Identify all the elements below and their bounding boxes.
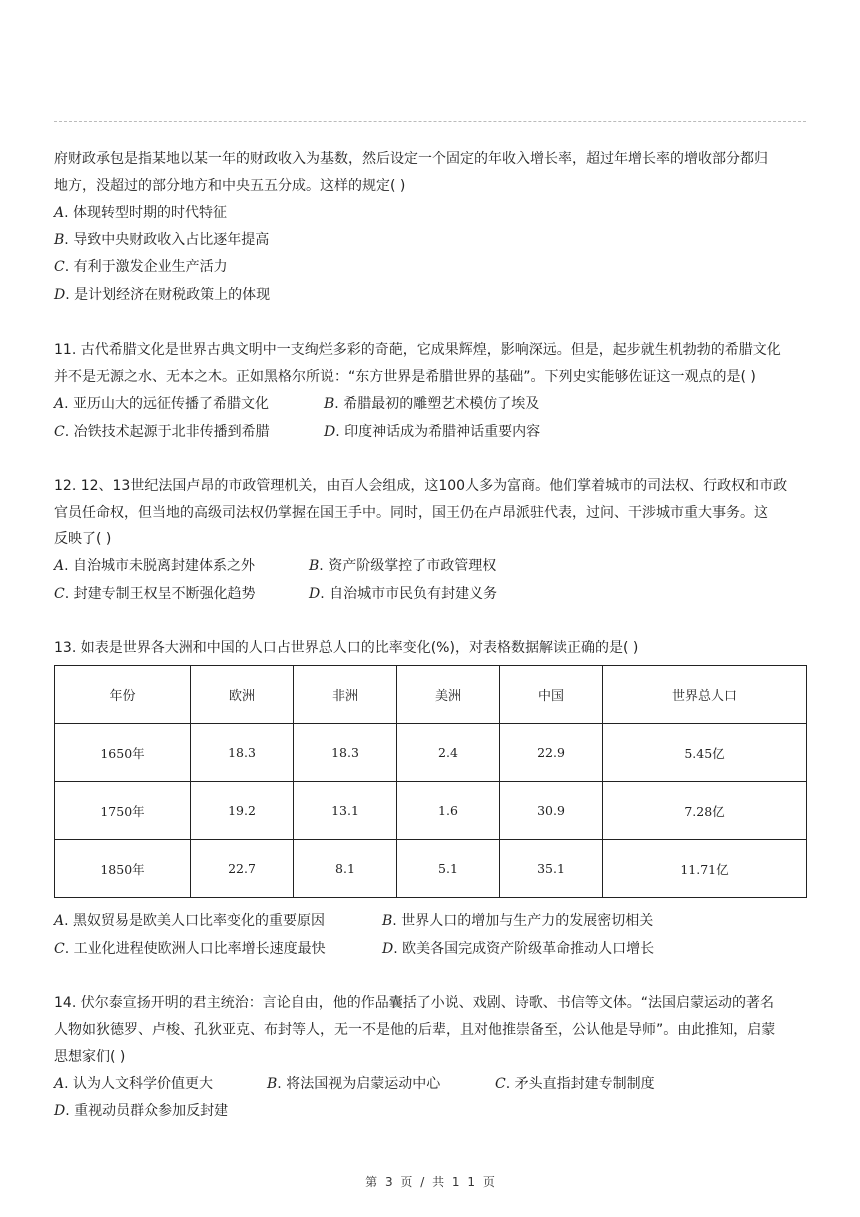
option-text: 重视动员群众参加反封建 [74,1103,229,1119]
option-letter: D [54,1103,66,1119]
q12-option-c[interactable]: C. 封建专制王权呈不断强化趋势 [54,586,256,602]
option-text: 矛头直指封建专制制度 [514,1076,655,1092]
q14-stem-line-1: 14. 伏尔泰宣扬开明的君主统治：言论自由，他的作品囊括了小说、戏剧、诗歌、书信等文体。“法国启蒙运动的著名 [54,995,774,1011]
q11-stem-line-1: 11. 古代希腊文化是世界古典文明中一支绚烂多彩的奇葩，它成果辉煌，影响深远。但是，起步就生机勃勃的希腊文化 [54,342,781,358]
table-row [55,840,807,898]
option-letter: B [382,913,393,929]
q13-option-c[interactable]: C. 工业化进程使欧洲人口比率增长速度最快 [54,941,326,957]
q11-option-b[interactable]: B. 希腊最初的雕塑艺术模仿了埃及 [324,396,540,412]
option-text: 是计划经济在财税政策上的体现 [74,287,271,303]
q12-option-b[interactable]: B. 资产阶级掌控了市政管理权 [309,558,497,574]
option-letter: B [324,396,335,412]
option-letter: C [54,941,65,957]
option-letter: C [495,1076,506,1092]
q10-stem-line-2: 地方，没超过的部分地方和中央五五分成。这样的规定( ) [54,178,406,194]
q12-option-d[interactable]: D. 自治城市市民负有封建义务 [309,586,498,602]
option-text: 印度神话成为希腊神话重要内容 [344,424,541,440]
table-cell: 22.7 [191,840,294,898]
option-text: 自治城市未脱离封建体系之外 [73,558,256,574]
table-cell: 11.71亿 [603,840,807,898]
option-letter: D [54,287,66,303]
table-cell: 13.1 [294,782,397,840]
header-divider [54,121,806,122]
q13-option-d[interactable]: D. 欧美各国完成资产阶级革命推动人口增长 [382,941,655,957]
q10-option-a[interactable]: A. 体现转型时期的时代特征 [54,205,228,221]
option-letter: D [324,424,336,440]
q13-option-a[interactable]: A. 黑奴贸易是欧美人口比率变化的重要原因 [54,913,326,929]
option-letter: D [382,941,394,957]
option-text: 有利于激发企业生产活力 [73,259,228,275]
table-header-cell: 欧洲 [191,666,294,724]
q14-stem-line-2: 人物如狄德罗、卢梭、孔狄亚克、布封等人，无一不是他的后辈，且对他推崇备至，公认他是导师”。由此推知，启蒙 [54,1022,776,1038]
q12-stem-line-2: 官员任命权，但当地的高级司法权仍掌握在国王手中。同时，国王仍在卢昂派驻代表，过问、干涉城市重大事务。这 [54,505,768,521]
table-cell: 1.6 [397,782,500,840]
table-cell: 19.2 [191,782,294,840]
q12-stem-line-1: 12. 12、13世纪法国卢昂的市政管理机关，由百人会组成，这100人多为富商。他们掌着城市的司法权、行政权和市政 [54,478,788,494]
option-text: 将法国视为启蒙运动中心 [286,1076,441,1092]
q12-stem-line-3: 反映了( ) [54,531,112,547]
page-footer: 第 3 页 / 共 1 1 页 [365,1175,495,1189]
option-text: 亚历山大的远征传播了希腊文化 [73,396,270,412]
table-cell: 7.28亿 [603,782,807,840]
table-cell: 5.1 [397,840,500,898]
table-cell: 22.9 [500,724,603,782]
q12-option-a[interactable]: A. 自治城市未脱离封建体系之外 [54,558,256,574]
table-row [55,782,807,840]
option-letter: A [54,205,65,221]
q14-option-c[interactable]: C. 矛头直指封建专制制度 [495,1076,655,1092]
option-letter: C [54,586,65,602]
option-letter: A [54,558,65,574]
option-text: 工业化进程使欧洲人口比率增长速度最快 [73,941,326,957]
option-text: 认为人文科学价值更大 [73,1076,214,1092]
option-text: 导致中央财政收入占比逐年提高 [73,232,270,248]
q14-option-b[interactable]: B. 将法国视为启蒙运动中心 [267,1076,441,1092]
table-header-cell: 年份 [55,666,191,724]
table-cell-year: 1650年 [55,724,191,782]
option-letter: B [309,558,320,574]
q13-option-b[interactable]: B. 世界人口的增加与生产力的发展密切相关 [382,913,654,929]
table-cell: 18.3 [294,724,397,782]
option-text: 封建专制王权呈不断强化趋势 [73,586,256,602]
option-text: 冶铁技术起源于北非传播到希腊 [73,424,270,440]
table-row [55,724,807,782]
population-table [54,665,807,898]
option-text: 黑奴贸易是欧美人口比率变化的重要原因 [73,913,326,929]
option-letter: A [54,913,65,929]
option-letter: A [54,396,65,412]
option-letter: B [267,1076,278,1092]
option-letter: D [309,586,321,602]
option-text: 欧美各国完成资产阶级革命推动人口增长 [402,941,655,957]
option-text: 资产阶级掌控了市政管理权 [328,558,497,574]
option-letter: B [54,232,65,248]
table-cell-year: 1750年 [55,782,191,840]
table-header-cell: 中国 [500,666,603,724]
table-cell: 18.3 [191,724,294,782]
q11-option-d[interactable]: D. 印度神话成为希腊神话重要内容 [324,424,541,440]
q10-option-c[interactable]: C. 有利于激发企业生产活力 [54,259,228,275]
q14-stem-line-3: 思想家们( ) [54,1049,126,1065]
q11-option-a[interactable]: A. 亚历山大的远征传播了希腊文化 [54,396,270,412]
option-letter: C [54,424,65,440]
table-header-cell: 非洲 [294,666,397,724]
table-cell: 8.1 [294,840,397,898]
q10-option-b[interactable]: B. 导致中央财政收入占比逐年提高 [54,232,270,248]
option-text: 希腊最初的雕塑艺术模仿了埃及 [343,396,540,412]
table-cell-year: 1850年 [55,840,191,898]
q10-option-d[interactable]: D. 是计划经济在财税政策上的体现 [54,287,271,303]
q14-option-a[interactable]: A. 认为人文科学价值更大 [54,1076,214,1092]
table-header-cell: 美洲 [397,666,500,724]
option-text: 世界人口的增加与生产力的发展密切相关 [401,913,654,929]
table-cell: 5.45亿 [603,724,807,782]
table-cell: 35.1 [500,840,603,898]
table-header-row [55,666,807,724]
option-letter: C [54,259,65,275]
option-text: 自治城市市民负有封建义务 [329,586,498,602]
table-cell: 2.4 [397,724,500,782]
option-letter: A [54,1076,65,1092]
table-cell: 30.9 [500,782,603,840]
q10-stem-line-1: 府财政承包是指某地以某一年的财政收入为基数，然后设定一个固定的年收入增长率，超过年增长率的增收部分都归 [54,151,768,167]
q11-stem-line-2: 并不是无源之水、无本之木。正如黑格尔所说：“东方世界是希腊世界的基础”。下列史实能够佐证这一观点的是( ) [54,369,756,385]
option-text: 体现转型时期的时代特征 [73,205,228,221]
q14-option-d[interactable]: D. 重视动员群众参加反封建 [54,1103,229,1119]
table-header-cell: 世界总人口 [603,666,807,724]
q13-stem: 13. 如表是世界各大洲和中国的人口占世界总人口的比率变化(%)，对表格数据解读正确的是( ) [54,640,639,656]
q11-option-c[interactable]: C. 冶铁技术起源于北非传播到希腊 [54,424,270,440]
